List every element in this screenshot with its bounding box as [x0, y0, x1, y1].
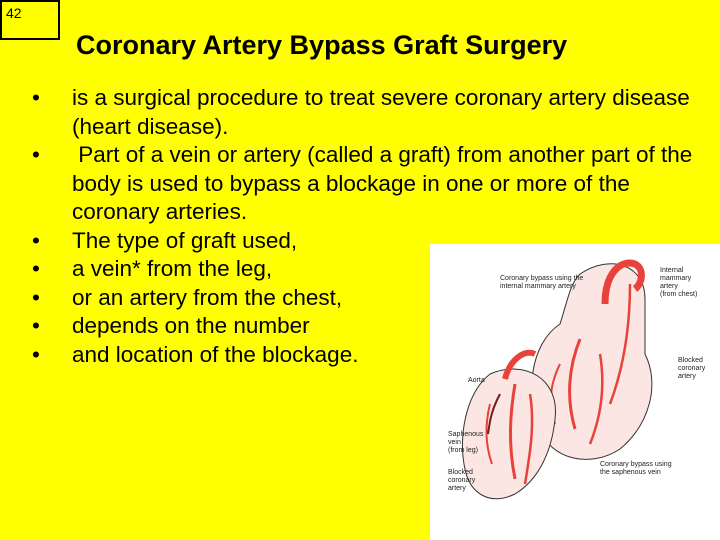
bullet-text: is a surgical procedure to treat severe coronary artery disease (heart disease). — [72, 85, 690, 139]
heart-diagram — [430, 244, 720, 540]
label-blocked-3: artery — [678, 373, 696, 380]
bullet-text: a vein* from the leg, — [72, 256, 273, 281]
label-blocked-1: Blocked — [678, 357, 703, 364]
caption-bottom-line1: Coronary bypass using — [600, 461, 672, 468]
bullet-dot: • — [32, 85, 40, 110]
label-saphenous-1: Saphenous — [448, 431, 484, 438]
bullet-text: The type of graft used, — [72, 227, 298, 253]
slide-number: 42 — [6, 5, 22, 21]
bullet-text: Part of a vein or artery (called a graft) from another part of the body is used to bypass a blockage in one or more of the coronary arteries. — [72, 142, 699, 224]
slide-number-box — [0, 0, 60, 40]
bullet-dot: • — [32, 256, 40, 281]
label-mammary-2: mammary — [660, 275, 692, 282]
bullet-item — [32, 141, 702, 227]
bullet-dot: • — [32, 341, 40, 367]
label-blocked-2: coronary — [678, 365, 706, 372]
label-saphenous-3: (from leg) — [448, 447, 478, 454]
label-mammary-1: Internal — [660, 267, 684, 274]
bullet-dot: • — [32, 284, 40, 310]
bullet-dot: • — [32, 227, 40, 253]
bullet-item — [32, 84, 702, 141]
slide-title: Coronary Artery Bypass Graft Surgery — [76, 30, 568, 60]
bullet-text: or an artery from the chest, — [72, 284, 343, 310]
bullet-text: and location of the blockage. — [72, 341, 359, 367]
caption-top-line2: internal mammary artery — [500, 283, 576, 290]
label-aorta: Aorta — [468, 377, 485, 384]
bullet-text: depends on the number — [72, 313, 310, 338]
bullet-dot: • — [32, 142, 40, 167]
label-blocked2-2: coronary — [448, 477, 476, 484]
label-saphenous-2: vein — [448, 439, 461, 446]
bypass-illustration — [430, 244, 720, 540]
label-mammary-4: (from chest) — [660, 291, 698, 298]
bullet-dot: • — [32, 313, 40, 338]
caption-bottom-line2: the saphenous vein — [600, 469, 661, 476]
label-blocked2-3: artery — [448, 485, 466, 492]
label-mammary-3: artery — [660, 283, 678, 290]
caption-top-line1: Coronary bypass using the — [500, 275, 584, 282]
label-blocked2-1: Blocked — [448, 469, 473, 476]
